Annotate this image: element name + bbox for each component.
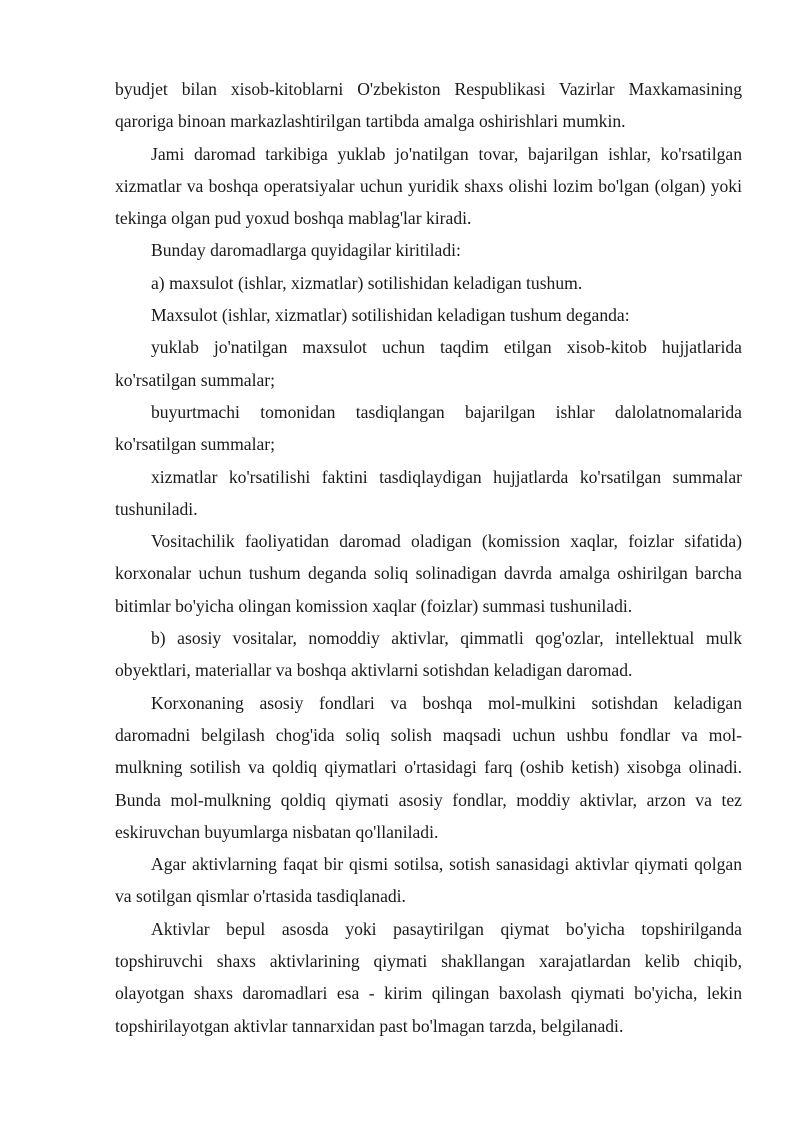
- paragraph-13: Aktivlar bepul asosda yoki pasaytirilgan qiymat bo'yicha topshirilganda topshiruvchi shaxs aktivlarining qiymati shakllangan xarajatlardan kelib chiqib, olayotgan shaxs daromadlari esa - kirim qilingan baxolash qiymati bo'yicha, lekin topshirilayotgan aktivlar tannarxidan past bo'lmagan tarzda, belgilanadi.: [115, 918, 742, 1036]
- paragraph-4: a) maxsulot (ishlar, xizmatlar) sotilishidan keladigan tushum.: [151, 272, 583, 293]
- paragraph-10: b) asosiy vositalar, nomoddiy aktivlar, qimmatli qog'ozlar, intellektual mulk obyektlari, materiallar va boshqa aktivlarni sotishdan keladigan daromad.: [115, 628, 742, 681]
- paragraph-9: Vositachilik faoliyatidan daromad oladigan (komission xaqlar, foizlar sifatida) korxonalar uchun tushum deganda soliq solinadigan davrda amalga oshirilgan barcha bitimlar bo'yicha olingan komission xaqlar (foizlar) summasi tushuniladi.: [115, 531, 742, 616]
- paragraph-11: Korxonaning asosiy fondlari va boshqa mol-mulkini sotishdan keladigan daromadni belgilash chog'ida soliq solish maqsadi uchun ushbu fondlar va mol-mulkning sotilish va qoldiq qiymatlari o'rtasidagi farq (oshib ketish) xisobga olinadi. Bunda mol-mulkning qoldiq qiymati asosiy fondlar, moddiy aktivlar, arzon va tez eskiruvchan buyumlarga nisbatan qo'llaniladi.: [115, 692, 742, 842]
- paragraph-2: Jami daromad tarkibiga yuklab jo'natilgan tovar, bajarilgan ishlar, ko'rsatilgan xizmatlar va boshqa operatsiyalar uchun yuridik shaxs olishi lozim bo'lgan (olgan) yoki tekinga olgan pud yoxud boshqa mablag'lar kiradi.: [115, 143, 742, 229]
- paragraph-12: Agar aktivlarning faqat bir qismi sotilsa, sotish sanasidagi aktivlar qiymati qolgan va sotilgan qismlar o'rtasida tasdiqlanadi.: [115, 854, 742, 907]
- paragraph-5: Maxsulot (ishlar, xizmatlar) sotilishidan keladigan tushum deganda:: [151, 305, 630, 326]
- paragraph-8: xizmatlar ko'rsatilishi faktini tasdiqlaydigan hujjatlarda ko'rsatilgan summalar tushuniladi.: [115, 466, 742, 519]
- document-page: [115, 73, 742, 1042]
- paragraph-7: buyurtmachi tomonidan tasdiqlangan bajarilgan ishlar dalolatnomalarida ko'rsatilgan summalar;: [115, 401, 742, 455]
- paragraph-3: Bunday daromadlarga quyidagilar kiritiladi:: [151, 240, 461, 261]
- paragraph-1: byudjet bilan xisob-kitoblarni O'zbekiston Respublikasi Vazirlar Maxkamasining qaroriga binoan markazlashtirilgan tartibda amalga oshirishlari mumkin.: [115, 79, 742, 132]
- paragraph-6: yuklab jo'natilgan maxsulot uchun taqdim etilgan xisob-kitob hujjatlarida ko'rsatilgan summalar;: [115, 337, 742, 390]
